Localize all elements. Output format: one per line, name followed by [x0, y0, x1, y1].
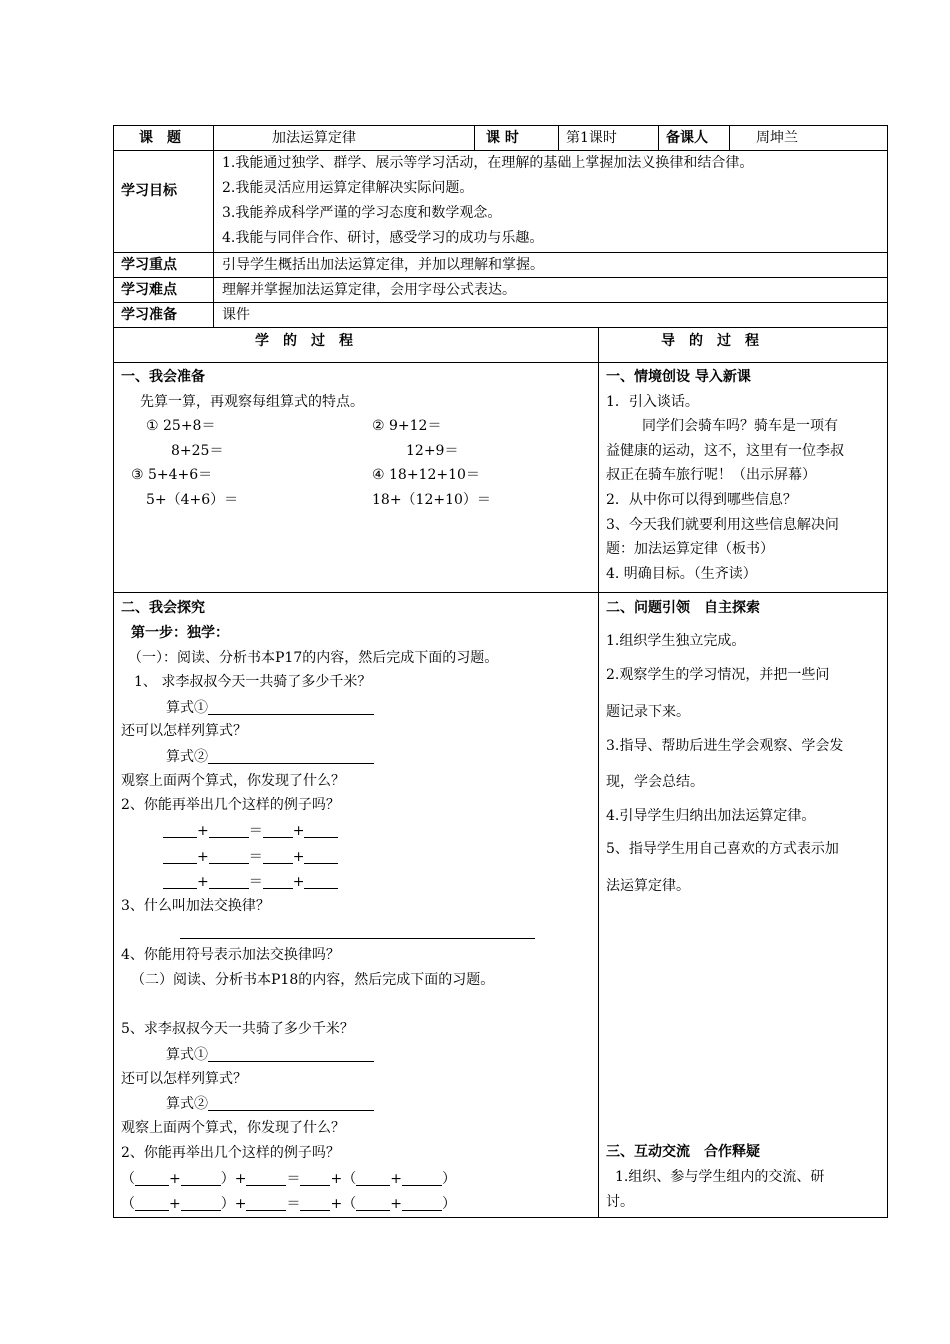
row-divider — [113, 277, 888, 278]
answer-blank[interactable] — [246, 1171, 286, 1186]
row-divider — [113, 327, 888, 328]
period-value: 第1课时 — [566, 130, 617, 146]
guide-line: 益健康的运动，这不，这里有一位李叔 — [606, 443, 844, 459]
goal-item: 2.我能灵活应用运算定律解决实际问题。 — [222, 180, 474, 196]
question: 2、你能再举出几个这样的例子吗？ — [121, 797, 340, 813]
formula-label: 算式① — [166, 1047, 208, 1063]
answer-blank[interactable] — [263, 874, 293, 889]
equation: ① 25+8＝ — [146, 418, 216, 434]
equation: ③ 5+4+6＝ — [131, 467, 213, 483]
question: 2、你能再举出几个这样的例子吗？ — [121, 1145, 340, 1161]
table-border-left — [113, 125, 114, 1218]
guide-line: 4.引导学生归纳出加法运算定律。 — [606, 808, 816, 824]
col-divider — [729, 125, 730, 151]
preparer-label: 备课人 — [666, 130, 708, 146]
answer-blank[interactable] — [356, 1196, 390, 1211]
answer-blank[interactable] — [402, 1171, 442, 1186]
question: 5、求李叔叔今天一共骑了多少千米？ — [121, 1021, 354, 1037]
guide-line: 1.组织学生独立完成。 — [606, 633, 746, 649]
equation: 18+（12+10）＝ — [372, 492, 491, 508]
part1-instruction: （一）：阅读、分析书本P17的内容，然后完成下面的习题。 — [128, 650, 499, 666]
guide-line: 法运算定律。 — [606, 878, 690, 894]
key-point-label: 学习重点 — [121, 257, 177, 273]
guide-line: 2.观察学生的学习情况，并把一些问 — [606, 667, 830, 683]
guide-line: 1．引入谈话。 — [606, 394, 699, 410]
step-label: 第一步：独学： — [131, 625, 229, 641]
answer-blank[interactable] — [304, 849, 338, 864]
guide-line: 题：加法运算定律（板书） — [606, 541, 774, 557]
guide-line: 题记录下来。 — [606, 704, 690, 720]
example-row: + ＝ + — [163, 874, 338, 889]
preparer-value: 周坤兰 — [756, 130, 798, 146]
guide-line: 3.指导、帮助后进生学会观察、学会发 — [606, 738, 844, 754]
question: 观察上面两个算式，你发现了什么？ — [121, 1120, 345, 1136]
col-divider — [558, 125, 559, 151]
guide-line: 同学们会骑车吗？骑车是一项有 — [642, 418, 838, 434]
guide-line: 叔正在骑车旅行呢！（出示屏幕） — [606, 467, 816, 483]
guide-line: 2．从中你可以得到哪些信息？ — [606, 492, 797, 508]
example-row: （ + ）+ ＝ +（ + ） — [121, 1196, 456, 1212]
answer-blank[interactable] — [356, 1171, 390, 1186]
row-divider — [113, 150, 888, 151]
question: 还可以怎样列算式？ — [121, 723, 247, 739]
equation: 8+25＝ — [171, 443, 224, 459]
question: 1、 求李叔叔今天一共骑了多少千米？ — [134, 674, 372, 690]
answer-blank[interactable] — [304, 874, 338, 889]
table-border-right — [887, 125, 888, 1218]
answer-blank[interactable] — [300, 1196, 330, 1211]
example-row: + ＝ + — [163, 849, 338, 864]
section3-guide-title: 三、互动交流 合作释疑 — [606, 1144, 760, 1160]
table-border-top — [113, 125, 888, 126]
answer-blank[interactable] — [300, 1171, 330, 1186]
section1-intro: 先算一算，再观察每组算式的特点。 — [140, 394, 364, 410]
period-label: 课 时 — [486, 130, 519, 146]
col-divider — [658, 125, 659, 151]
answer-blank[interactable] — [304, 823, 338, 838]
answer-blank[interactable] — [163, 874, 197, 889]
guide-line: 4. 明确目标。（生齐读） — [606, 566, 757, 582]
formula-label: 算式② — [166, 1096, 208, 1112]
guide-line: 3、今天我们就要利用这些信息解决问 — [606, 517, 839, 533]
col-divider — [213, 125, 214, 328]
part2-instruction: （二）阅读、分析书本P18的内容，然后完成下面的习题。 — [131, 972, 495, 988]
guide-line: 1.组织、参与学生组内的交流、研 — [615, 1169, 825, 1185]
question: 4、你能用符号表示加法交换律吗？ — [121, 947, 340, 963]
answer-blank[interactable] — [209, 823, 249, 838]
guide-line: 5、指导学生用自己喜欢的方式表示加 — [606, 841, 839, 857]
guide-line: 讨。 — [606, 1194, 634, 1210]
guide-line: 现，学会总结。 — [606, 774, 704, 790]
formula-label: 算式② — [166, 749, 208, 765]
learn-process-header: 学 的 过 程 — [255, 333, 353, 349]
goal-item: 4.我能与同伴合作、研讨，感受学习的成功与乐趣。 — [222, 230, 544, 246]
section1-guide-title: 一、情境创设 导入新课 — [606, 369, 751, 385]
table-border-bottom — [113, 1217, 888, 1218]
key-point-text: 引导学生概括出加法运算定律，并加以理解和掌握。 — [222, 257, 544, 273]
topic-label: 课 题 — [139, 130, 181, 146]
answer-blank[interactable] — [181, 1196, 221, 1211]
answer-blank[interactable] — [208, 1096, 374, 1111]
answer-blank[interactable] — [181, 1171, 221, 1186]
row-divider — [113, 592, 888, 593]
guide-process-header: 导 的 过 程 — [661, 333, 759, 349]
section2-title: 二、我会探究 — [121, 600, 205, 616]
formula-line — [166, 1096, 374, 1111]
answer-blank[interactable] — [135, 1196, 169, 1211]
goal-item: 3.我能养成科学严谨的学习态度和数学观念。 — [222, 205, 502, 221]
difficulty-text: 理解并掌握加法运算定律，会用字母公式表达。 — [222, 282, 516, 298]
equation: 12+9＝ — [406, 443, 459, 459]
answer-blank[interactable] — [208, 749, 374, 764]
question: 3、什么叫加法交换律？ — [121, 898, 270, 914]
formula-line — [166, 749, 374, 764]
answer-line[interactable] — [180, 938, 535, 939]
formula-label: 算式① — [166, 700, 208, 716]
difficulty-label: 学习难点 — [121, 282, 177, 298]
answer-blank[interactable] — [208, 1047, 374, 1062]
equation: ② 9+12＝ — [372, 418, 442, 434]
answer-blank[interactable] — [209, 874, 249, 889]
row-divider — [113, 252, 888, 253]
row-divider — [113, 362, 888, 363]
preparation-text: 课件 — [222, 307, 250, 323]
question: 观察上面两个算式，你发现了什么？ — [121, 773, 345, 789]
answer-blank[interactable] — [208, 700, 374, 715]
answer-blank[interactable] — [209, 849, 249, 864]
section1-title: 一、我会准备 — [121, 369, 205, 385]
goal-item: 1.我能通过独学、群学、展示等学习活动，在理解的基础上掌握加法义换律和结合律。 — [222, 155, 754, 171]
formula-line — [166, 700, 374, 715]
answer-blank[interactable] — [246, 1196, 286, 1211]
col-divider — [474, 125, 475, 151]
section2-guide-title: 二、问题引领 自主探索 — [606, 600, 760, 616]
answer-blank[interactable] — [135, 1171, 169, 1186]
answer-blank[interactable] — [263, 823, 293, 838]
topic-value: 加法运算定律 — [272, 130, 356, 146]
answer-blank[interactable] — [163, 849, 197, 864]
goals-label: 学习目标 — [121, 183, 177, 199]
example-row: （ + ）+ ＝ +（ + ） — [121, 1171, 456, 1187]
equation: ④ 18+12+10＝ — [372, 467, 480, 483]
question: 还可以怎样列算式？ — [121, 1071, 247, 1087]
row-divider — [113, 302, 888, 303]
formula-line — [166, 1047, 374, 1062]
answer-blank[interactable] — [263, 849, 293, 864]
answer-blank[interactable] — [163, 823, 197, 838]
answer-blank[interactable] — [402, 1196, 442, 1211]
equation: 5+（4+6）＝ — [146, 492, 239, 508]
preparation-label: 学习准备 — [121, 307, 177, 323]
example-row: + ＝ + — [163, 823, 338, 838]
col-divider — [598, 327, 599, 1218]
